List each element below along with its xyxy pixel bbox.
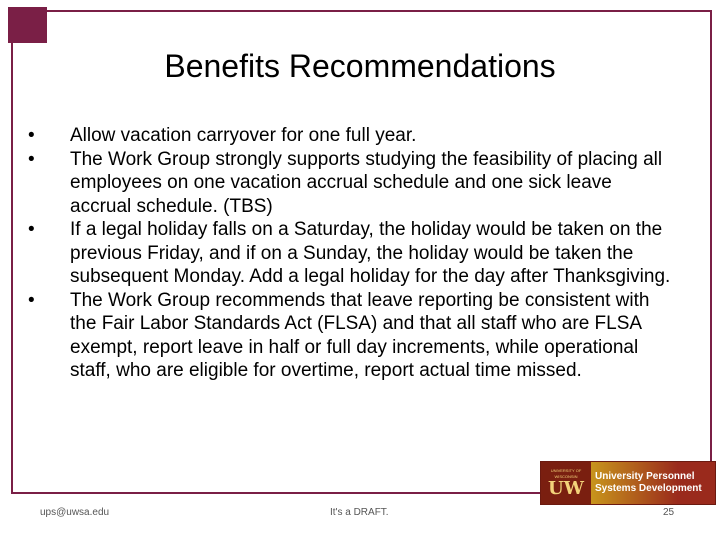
logo-mark-small: UNIVERSITY OF WISCONSIN [550,468,582,479]
logo-line-2: Systems Development [595,483,702,494]
bullet-text: The Work Group recommends that leave reporting be consistent with the Fair Labor Standards Act (FLSA) and that all staff who are FLSA exempt, report leave in half or full day increments, while operational staff, who are eligible for overtime, report actual time missed. [70,289,650,381]
logo-mark-letters: UW [548,478,584,499]
footer-email: ups@uwsa.edu [40,507,110,518]
logo-line-1: University Personnel [595,471,695,482]
bullet-item [28,289,678,383]
uw-crest-icon [541,462,591,504]
bullet-icon: • [28,289,35,311]
bullet-list [28,124,678,383]
bullet-item [28,148,678,219]
bullet-text: The Work Group strongly supports studying the feasibility of placing all employees on one vacation accrual schedule and one sick leave accrual schedule. (TBS) [70,148,663,217]
uw-logo [540,461,716,505]
logo-text [591,462,715,504]
bullet-text: Allow vacation carryover for one full year. [70,125,417,146]
bullet-icon: • [28,148,35,170]
footer-draft-note: It's a DRAFT. [330,507,389,518]
slide-title: Benefits Recommendations [164,48,556,84]
bullet-item [28,124,678,148]
bullet-icon: • [28,219,35,240]
page-number: 25 [663,507,675,518]
bullet-item [28,218,678,289]
bullet-icon: • [28,125,35,146]
bullet-text: If a legal holiday falls on a Saturday, the holiday would be taken on the previous Friday, and if on a Sunday, the holiday would be taken the subsequent Monday. Add a legal holiday for the day after Thanksgiving. [70,219,671,287]
